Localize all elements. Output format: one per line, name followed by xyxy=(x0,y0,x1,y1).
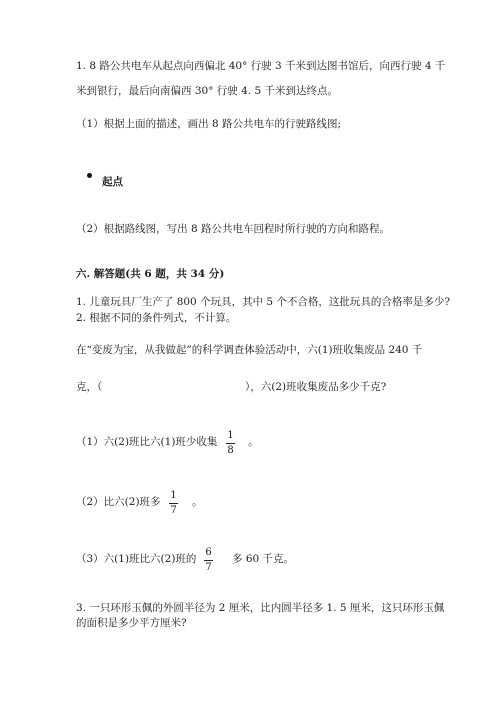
q4-line2: 的面积是多少平方厘米? xyxy=(76,617,187,629)
q3-line2-end: ），六(2)班收集废品多少千克? xyxy=(245,381,387,393)
option3-numerator: 6 xyxy=(205,547,212,558)
option1-fraction xyxy=(226,430,235,457)
option3-end: 多 60 千克。 xyxy=(232,553,295,565)
option3-fraction xyxy=(204,547,213,574)
fraction-bar xyxy=(169,503,178,504)
option1-denominator: 8 xyxy=(227,445,234,456)
option1-text: （1）六(2)班比六(1)班少收集 xyxy=(76,436,218,448)
fraction-bar xyxy=(204,560,213,561)
option1-numerator: 1 xyxy=(227,430,234,441)
start-point-label: 起点 xyxy=(102,176,123,188)
start-point-dot xyxy=(87,173,92,178)
option3-denominator: 7 xyxy=(205,562,212,573)
option2-denominator: 7 xyxy=(170,505,177,516)
option2-text: （2）比六(2)班多 xyxy=(76,496,161,508)
q2-line1: 1. 儿童玩具厂生产了 800 个玩具，其中 5 个不合格，这批玩具的合格率是多少? xyxy=(76,296,451,308)
option2-end: 。 xyxy=(192,496,203,508)
option2-fraction xyxy=(169,490,178,517)
q1-sub1: （1）根据上面的描述，画出 8 路公共电车的行驶路线图; xyxy=(76,118,342,130)
fraction-bar xyxy=(226,443,235,444)
option1-end: 。 xyxy=(248,436,259,448)
q3-line1: 在“变废为宝，从我做起”的科学调查体验活动中，六(1)班收集废品 240 千 xyxy=(76,344,423,356)
q3-line2-start: 克，（ xyxy=(76,381,103,393)
q1-line2: 米到银行，最后向南偏西 30° 行驶 4. 5 千米到达终点。 xyxy=(76,85,338,97)
q4-line1: 3. 一只环形玉佩的外圆半径为 2 厘米，比内圆半径多 1. 5 厘米，这只环形玉佩 xyxy=(76,602,445,614)
q1-line1: 1. 8 路公共电车从起点向西偏北 40° 行驶 3 千米到达图书馆后，向西行驶 4 千 xyxy=(76,60,446,72)
section-title: 六. 解答题(共 6 题，共 34 分) xyxy=(76,268,225,280)
q1-sub2: （2）根据路线图，写出 8 路公共电车回程时所行驶的方向和路程。 xyxy=(76,223,391,235)
q2-line2: 2. 根据不同的条件列式，不计算。 xyxy=(76,312,237,324)
option2-numerator: 1 xyxy=(170,490,177,501)
option3-text: （3）六(1)班比六(2)班的 xyxy=(76,553,197,565)
